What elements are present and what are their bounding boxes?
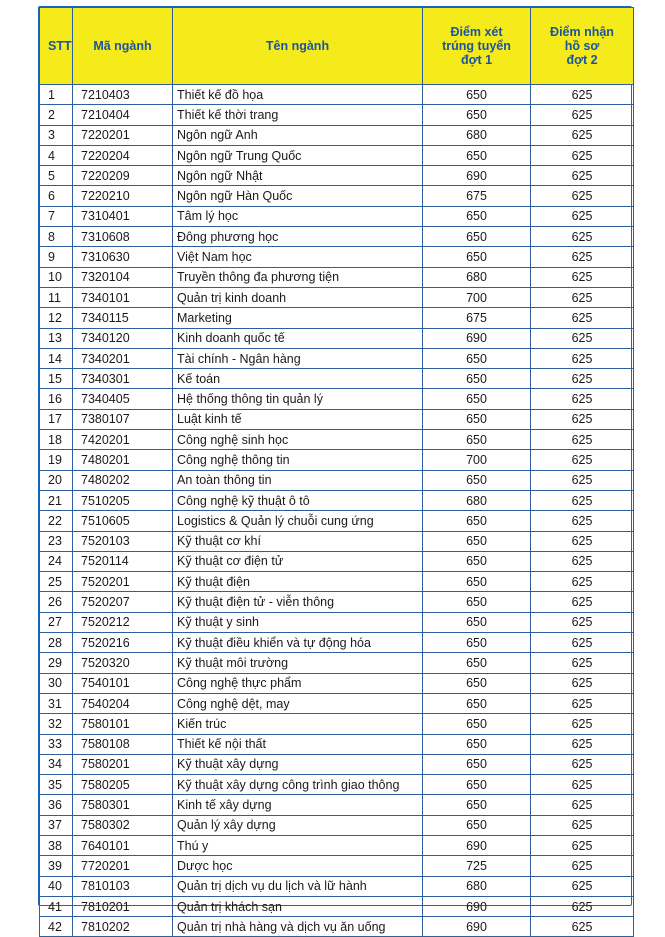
row-stt: 7: [40, 206, 73, 226]
table-row: [40, 775, 634, 795]
row-major-code: 7480201: [73, 450, 173, 470]
row-major-code: 7220204: [73, 145, 173, 165]
row-major-code: 7220209: [73, 166, 173, 186]
row-score-round1: 650: [423, 369, 531, 389]
row-score-round1: 650: [423, 653, 531, 673]
row-major-code: 7220201: [73, 125, 173, 145]
row-major-code: 7580302: [73, 815, 173, 835]
row-score-round2: 625: [531, 328, 634, 348]
row-stt: 37: [40, 815, 73, 835]
row-score-round1: 675: [423, 186, 531, 206]
row-stt: 41: [40, 896, 73, 916]
table-row: [40, 145, 634, 165]
row-major-name: Ngôn ngữ Nhật: [173, 166, 423, 186]
row-score-round2: 625: [531, 105, 634, 125]
row-stt: 35: [40, 775, 73, 795]
row-major-code: 7520320: [73, 653, 173, 673]
row-major-name: Tâm lý học: [173, 206, 423, 226]
row-major-code: 7510205: [73, 490, 173, 510]
header-round1-line2: trúng tuyển: [442, 39, 511, 53]
table-row: [40, 551, 634, 571]
row-score-round1: 650: [423, 105, 531, 125]
row-score-round2: 625: [531, 145, 634, 165]
header-round1-line1: Điểm xét: [450, 25, 503, 39]
header-round2-line1: Điểm nhận: [550, 25, 614, 39]
table-row: [40, 85, 634, 105]
row-score-round2: 625: [531, 795, 634, 815]
row-major-code: 7340115: [73, 308, 173, 328]
table-row: [40, 287, 634, 307]
table-row: [40, 714, 634, 734]
row-score-round2: 625: [531, 348, 634, 368]
table-row: [40, 612, 634, 632]
header-round1: [423, 8, 531, 85]
table-row: [40, 511, 634, 531]
row-score-round1: 650: [423, 612, 531, 632]
row-score-round1: 650: [423, 592, 531, 612]
row-stt: 21: [40, 490, 73, 510]
header-round2: [531, 8, 634, 85]
header-round2-line3: đợt 2: [566, 53, 598, 67]
row-score-round1: 690: [423, 835, 531, 855]
row-major-code: 7580301: [73, 795, 173, 815]
row-major-code: 7580205: [73, 775, 173, 795]
row-major-name: Quản lý xây dựng: [173, 815, 423, 835]
row-score-round2: 625: [531, 714, 634, 734]
row-score-round2: 625: [531, 612, 634, 632]
row-major-code: 7310608: [73, 227, 173, 247]
row-stt: 6: [40, 186, 73, 206]
row-major-code: 7320104: [73, 267, 173, 287]
table-row: [40, 247, 634, 267]
table-row: [40, 125, 634, 145]
row-major-code: 7210404: [73, 105, 173, 125]
row-score-round2: 625: [531, 815, 634, 835]
row-score-round2: 625: [531, 166, 634, 186]
row-score-round2: 625: [531, 693, 634, 713]
row-score-round2: 625: [531, 389, 634, 409]
row-stt: 39: [40, 856, 73, 876]
table-row: [40, 348, 634, 368]
header-name: Tên ngành: [173, 8, 423, 85]
row-score-round2: 625: [531, 85, 634, 105]
row-score-round1: 650: [423, 430, 531, 450]
row-stt: 20: [40, 470, 73, 490]
row-stt: 28: [40, 633, 73, 653]
table-row: [40, 653, 634, 673]
header-stt: STT: [40, 8, 73, 85]
row-stt: 9: [40, 247, 73, 267]
row-major-name: Marketing: [173, 308, 423, 328]
row-major-code: 7720201: [73, 856, 173, 876]
table-header-row: [40, 8, 634, 85]
row-major-name: Thiết kế thời trang: [173, 105, 423, 125]
row-stt: 4: [40, 145, 73, 165]
row-major-code: 7810201: [73, 896, 173, 916]
row-score-round2: 625: [531, 186, 634, 206]
row-major-name: Kỹ thuật điện: [173, 572, 423, 592]
row-score-round1: 650: [423, 511, 531, 531]
table-row: [40, 856, 634, 876]
table-row: [40, 470, 634, 490]
row-score-round1: 650: [423, 572, 531, 592]
row-score-round1: 680: [423, 125, 531, 145]
row-stt: 25: [40, 572, 73, 592]
table-row: [40, 409, 634, 429]
table-row: [40, 430, 634, 450]
table-row: [40, 592, 634, 612]
row-major-code: 7340120: [73, 328, 173, 348]
row-score-round1: 700: [423, 287, 531, 307]
table-row: [40, 308, 634, 328]
row-major-code: 7420201: [73, 430, 173, 450]
row-score-round2: 625: [531, 369, 634, 389]
table-row: [40, 389, 634, 409]
row-score-round1: 650: [423, 389, 531, 409]
row-score-round2: 625: [531, 450, 634, 470]
row-score-round1: 725: [423, 856, 531, 876]
row-score-round2: 625: [531, 673, 634, 693]
row-score-round2: 625: [531, 206, 634, 226]
row-major-code: 7340301: [73, 369, 173, 389]
row-major-code: 7310401: [73, 206, 173, 226]
row-score-round2: 625: [531, 572, 634, 592]
row-score-round2: 625: [531, 531, 634, 551]
row-major-code: 7810202: [73, 917, 173, 937]
row-score-round2: 625: [531, 653, 634, 673]
row-major-name: Thú y: [173, 835, 423, 855]
table-row: [40, 267, 634, 287]
row-major-name: Công nghệ kỹ thuật ô tô: [173, 490, 423, 510]
row-major-code: 7640101: [73, 835, 173, 855]
row-stt: 29: [40, 653, 73, 673]
row-major-name: Dược học: [173, 856, 423, 876]
row-major-name: Logistics & Quản lý chuỗi cung ứng: [173, 511, 423, 531]
row-score-round2: 625: [531, 125, 634, 145]
row-score-round2: 625: [531, 835, 634, 855]
row-score-round1: 650: [423, 693, 531, 713]
row-score-round1: 650: [423, 815, 531, 835]
row-score-round2: 625: [531, 287, 634, 307]
row-stt: 18: [40, 430, 73, 450]
row-stt: 34: [40, 754, 73, 774]
table-body: [40, 85, 634, 937]
row-score-round1: 690: [423, 896, 531, 916]
row-major-name: Ngôn ngữ Anh: [173, 125, 423, 145]
row-stt: 26: [40, 592, 73, 612]
row-stt: 17: [40, 409, 73, 429]
row-stt: 42: [40, 917, 73, 937]
row-stt: 15: [40, 369, 73, 389]
row-score-round2: 625: [531, 734, 634, 754]
row-major-name: Kiến trúc: [173, 714, 423, 734]
row-score-round1: 700: [423, 450, 531, 470]
row-score-round2: 625: [531, 227, 634, 247]
table-row: [40, 795, 634, 815]
row-score-round2: 625: [531, 267, 634, 287]
row-score-round1: 690: [423, 917, 531, 937]
row-major-code: 7520216: [73, 633, 173, 653]
row-score-round1: 650: [423, 754, 531, 774]
row-major-name: Quản trị kinh doanh: [173, 287, 423, 307]
row-score-round1: 690: [423, 328, 531, 348]
table-row: [40, 328, 634, 348]
row-major-name: Kỹ thuật điều khiển và tự động hóa: [173, 633, 423, 653]
row-major-code: 7210403: [73, 85, 173, 105]
row-score-round2: 625: [531, 592, 634, 612]
row-score-round1: 650: [423, 531, 531, 551]
row-major-name: Ngôn ngữ Trung Quốc: [173, 145, 423, 165]
row-major-code: 7520103: [73, 531, 173, 551]
row-score-round1: 650: [423, 227, 531, 247]
row-major-name: An toàn thông tin: [173, 470, 423, 490]
table-row: [40, 531, 634, 551]
table-row: [40, 105, 634, 125]
row-score-round1: 650: [423, 206, 531, 226]
row-major-name: Kinh tế xây dựng: [173, 795, 423, 815]
row-stt: 13: [40, 328, 73, 348]
table-row: [40, 815, 634, 835]
row-major-name: Công nghệ thông tin: [173, 450, 423, 470]
row-stt: 10: [40, 267, 73, 287]
row-score-round1: 650: [423, 145, 531, 165]
table-row: [40, 633, 634, 653]
table-row: [40, 227, 634, 247]
row-major-code: 7520207: [73, 592, 173, 612]
table-row: [40, 490, 634, 510]
row-major-name: Công nghệ thực phẩm: [173, 673, 423, 693]
table-row: [40, 734, 634, 754]
row-score-round1: 650: [423, 85, 531, 105]
row-score-round1: 690: [423, 166, 531, 186]
row-major-name: Tài chính - Ngân hàng: [173, 348, 423, 368]
row-major-name: Thiết kế nội thất: [173, 734, 423, 754]
row-major-name: Quản trị khách sạn: [173, 896, 423, 916]
table-row: [40, 369, 634, 389]
row-major-name: Hệ thống thông tin quản lý: [173, 389, 423, 409]
row-score-round2: 625: [531, 247, 634, 267]
admission-score-table-frame: [38, 6, 632, 934]
row-stt: 14: [40, 348, 73, 368]
row-stt: 1: [40, 85, 73, 105]
row-score-round2: 625: [531, 470, 634, 490]
row-stt: 12: [40, 308, 73, 328]
row-stt: 24: [40, 551, 73, 571]
header-round2-line2: hồ sơ: [564, 39, 600, 53]
row-major-code: 7520212: [73, 612, 173, 632]
row-stt: 3: [40, 125, 73, 145]
row-score-round2: 625: [531, 917, 634, 937]
row-stt: 5: [40, 166, 73, 186]
row-major-code: 7520201: [73, 572, 173, 592]
row-score-round2: 625: [531, 876, 634, 896]
row-stt: 38: [40, 835, 73, 855]
row-stt: 31: [40, 693, 73, 713]
row-stt: 32: [40, 714, 73, 734]
row-major-code: 7580201: [73, 754, 173, 774]
row-major-name: Quản trị nhà hàng và dịch vụ ăn uống: [173, 917, 423, 937]
row-score-round2: 625: [531, 308, 634, 328]
table-row: [40, 572, 634, 592]
row-stt: 8: [40, 227, 73, 247]
row-stt: 27: [40, 612, 73, 632]
row-score-round1: 650: [423, 633, 531, 653]
row-major-name: Công nghệ dệt, may: [173, 693, 423, 713]
row-score-round1: 650: [423, 247, 531, 267]
table-row: [40, 693, 634, 713]
row-major-name: Kỹ thuật điện tử - viễn thông: [173, 592, 423, 612]
row-major-name: Kỹ thuật cơ điện tử: [173, 551, 423, 571]
row-major-name: Kỹ thuật y sinh: [173, 612, 423, 632]
row-score-round1: 650: [423, 673, 531, 693]
table-row: [40, 876, 634, 896]
row-major-code: 7540101: [73, 673, 173, 693]
table-row: [40, 673, 634, 693]
row-major-name: Kỹ thuật xây dựng: [173, 754, 423, 774]
row-score-round1: 680: [423, 490, 531, 510]
row-stt: 33: [40, 734, 73, 754]
row-score-round2: 625: [531, 490, 634, 510]
row-major-name: Luật kinh tế: [173, 409, 423, 429]
row-score-round1: 650: [423, 775, 531, 795]
row-stt: 36: [40, 795, 73, 815]
row-major-code: 7580108: [73, 734, 173, 754]
row-score-round2: 625: [531, 511, 634, 531]
row-score-round2: 625: [531, 775, 634, 795]
row-major-name: Việt Nam học: [173, 247, 423, 267]
row-major-name: Quản trị dịch vụ du lịch và lữ hành: [173, 876, 423, 896]
table-row: [40, 754, 634, 774]
row-score-round1: 680: [423, 876, 531, 896]
row-score-round2: 625: [531, 551, 634, 571]
row-stt: 19: [40, 450, 73, 470]
row-major-name: Thiết kế đồ họa: [173, 85, 423, 105]
row-stt: 16: [40, 389, 73, 409]
row-major-name: Kỹ thuật xây dựng công trình giao thông: [173, 775, 423, 795]
table-row: [40, 450, 634, 470]
row-stt: 30: [40, 673, 73, 693]
row-stt: 22: [40, 511, 73, 531]
row-major-name: Công nghệ sinh học: [173, 430, 423, 450]
table-row: [40, 896, 634, 916]
row-major-name: Kinh doanh quốc tế: [173, 328, 423, 348]
table-row: [40, 186, 634, 206]
row-score-round1: 680: [423, 267, 531, 287]
row-major-name: Truyền thông đa phương tiện: [173, 267, 423, 287]
row-score-round2: 625: [531, 430, 634, 450]
row-score-round1: 650: [423, 470, 531, 490]
row-major-name: Kế toán: [173, 369, 423, 389]
row-score-round1: 650: [423, 409, 531, 429]
header-round1-line3: đợt 1: [460, 53, 493, 67]
row-score-round2: 625: [531, 754, 634, 774]
row-score-round1: 650: [423, 551, 531, 571]
row-score-round1: 650: [423, 348, 531, 368]
row-score-round2: 625: [531, 409, 634, 429]
table-row: [40, 166, 634, 186]
row-score-round1: 675: [423, 308, 531, 328]
row-major-code: 7520114: [73, 551, 173, 571]
row-major-name: Kỹ thuật môi trường: [173, 653, 423, 673]
row-major-code: 7340201: [73, 348, 173, 368]
table-row: [40, 206, 634, 226]
row-major-name: Kỹ thuật cơ khí: [173, 531, 423, 551]
row-score-round2: 625: [531, 856, 634, 876]
row-score-round1: 650: [423, 795, 531, 815]
row-major-code: 7480202: [73, 470, 173, 490]
row-major-code: 7340101: [73, 287, 173, 307]
row-score-round1: 650: [423, 714, 531, 734]
row-major-code: 7220210: [73, 186, 173, 206]
row-major-code: 7580101: [73, 714, 173, 734]
row-major-code: 7510605: [73, 511, 173, 531]
row-stt: 11: [40, 287, 73, 307]
row-major-name: Ngôn ngữ Hàn Quốc: [173, 186, 423, 206]
row-major-code: 7310630: [73, 247, 173, 267]
row-score-round2: 625: [531, 896, 634, 916]
row-stt: 40: [40, 876, 73, 896]
row-stt: 23: [40, 531, 73, 551]
row-stt: 2: [40, 105, 73, 125]
row-major-code: 7810103: [73, 876, 173, 896]
row-major-name: Đông phương học: [173, 227, 423, 247]
row-major-code: 7540204: [73, 693, 173, 713]
row-score-round2: 625: [531, 633, 634, 653]
row-score-round1: 650: [423, 734, 531, 754]
row-major-code: 7380107: [73, 409, 173, 429]
header-code: Mã ngành: [73, 8, 173, 85]
row-major-code: 7340405: [73, 389, 173, 409]
admission-score-table: [39, 7, 634, 937]
table-row: [40, 835, 634, 855]
